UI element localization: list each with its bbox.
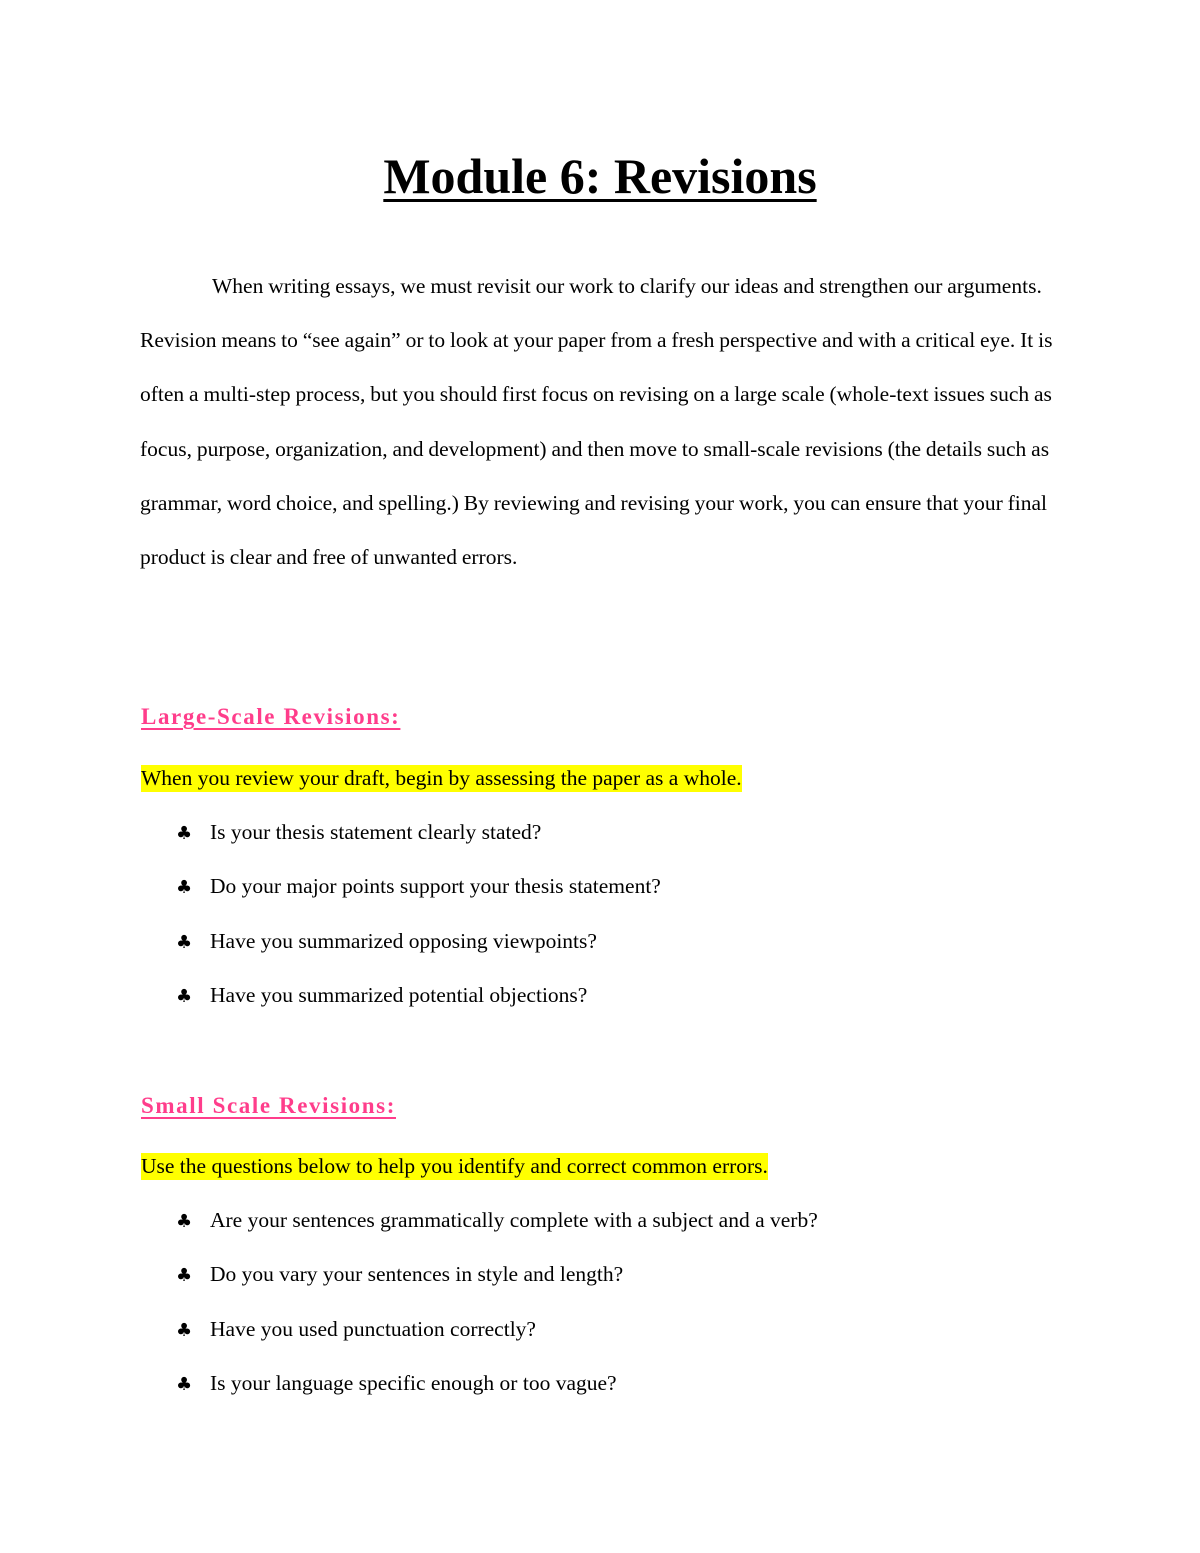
list-item xyxy=(176,981,661,1035)
club-icon: ♣ xyxy=(176,877,193,899)
small-scale-list xyxy=(176,1206,818,1423)
club-icon: ♣ xyxy=(176,1211,193,1232)
list-item-text: Do you vary your sentences in style and length? xyxy=(210,1262,624,1287)
club-icon: ♣ xyxy=(176,1373,193,1395)
list-item xyxy=(176,872,661,926)
list-item xyxy=(176,818,661,872)
club-icon: ♣ xyxy=(176,1319,193,1341)
section-heading-large-scale: Large-Scale Revisions: xyxy=(141,704,401,729)
list-item xyxy=(176,1206,818,1260)
page-title: Module 6: Revisions xyxy=(383,148,817,204)
section-heading-small-scale: Small Scale Revisions: xyxy=(141,1093,396,1118)
list-item-text: Is your thesis statement clearly stated? xyxy=(210,820,542,844)
small-scale-prompt-text: Use the questions below to help you identify and correct common errors. xyxy=(141,1154,768,1178)
list-item-text: Do your major points support your thesis statement? xyxy=(210,874,661,899)
club-icon: ♣ xyxy=(176,1265,193,1287)
club-icon: ♣ xyxy=(176,823,193,844)
large-scale-list xyxy=(176,818,661,1035)
club-icon: ♣ xyxy=(176,931,193,953)
small-scale-prompt xyxy=(141,1152,768,1180)
list-item xyxy=(176,927,661,981)
list-item xyxy=(176,1369,818,1423)
list-item-text: Are your sentences grammatically complete with a subject and a verb? xyxy=(210,1208,818,1232)
large-scale-prompt-text: When you review your draft, begin by assessing the paper as a whole. xyxy=(141,766,742,790)
list-item xyxy=(176,1315,818,1369)
list-item-text: Have you used punctuation correctly? xyxy=(210,1316,536,1341)
large-scale-prompt xyxy=(141,764,742,792)
list-item xyxy=(176,1260,818,1314)
list-item-text: Is your language specific enough or too vague? xyxy=(210,1370,617,1395)
intro-paragraph: When writing essays, we must revisit our work to clarify our ideas and strengthen our arguments. Revision means to “see again” or to look at your paper from a fresh perspective and with a critical eye. It is often a multi-step process, but you should first focus on revising on a large scale (whole-text issues such as focus, purpose, organization, and development) and then move to small-scale revisions (the details such as grammar, word choice, and spelling.) By reviewing and revising your work, you can ensure that your final product is clear and free of unwanted errors. xyxy=(140,274,1053,570)
list-item-text: Have you summarized potential objections? xyxy=(210,982,588,1007)
club-icon: ♣ xyxy=(176,985,193,1007)
list-item-text: Have you summarized opposing viewpoints? xyxy=(210,928,597,953)
